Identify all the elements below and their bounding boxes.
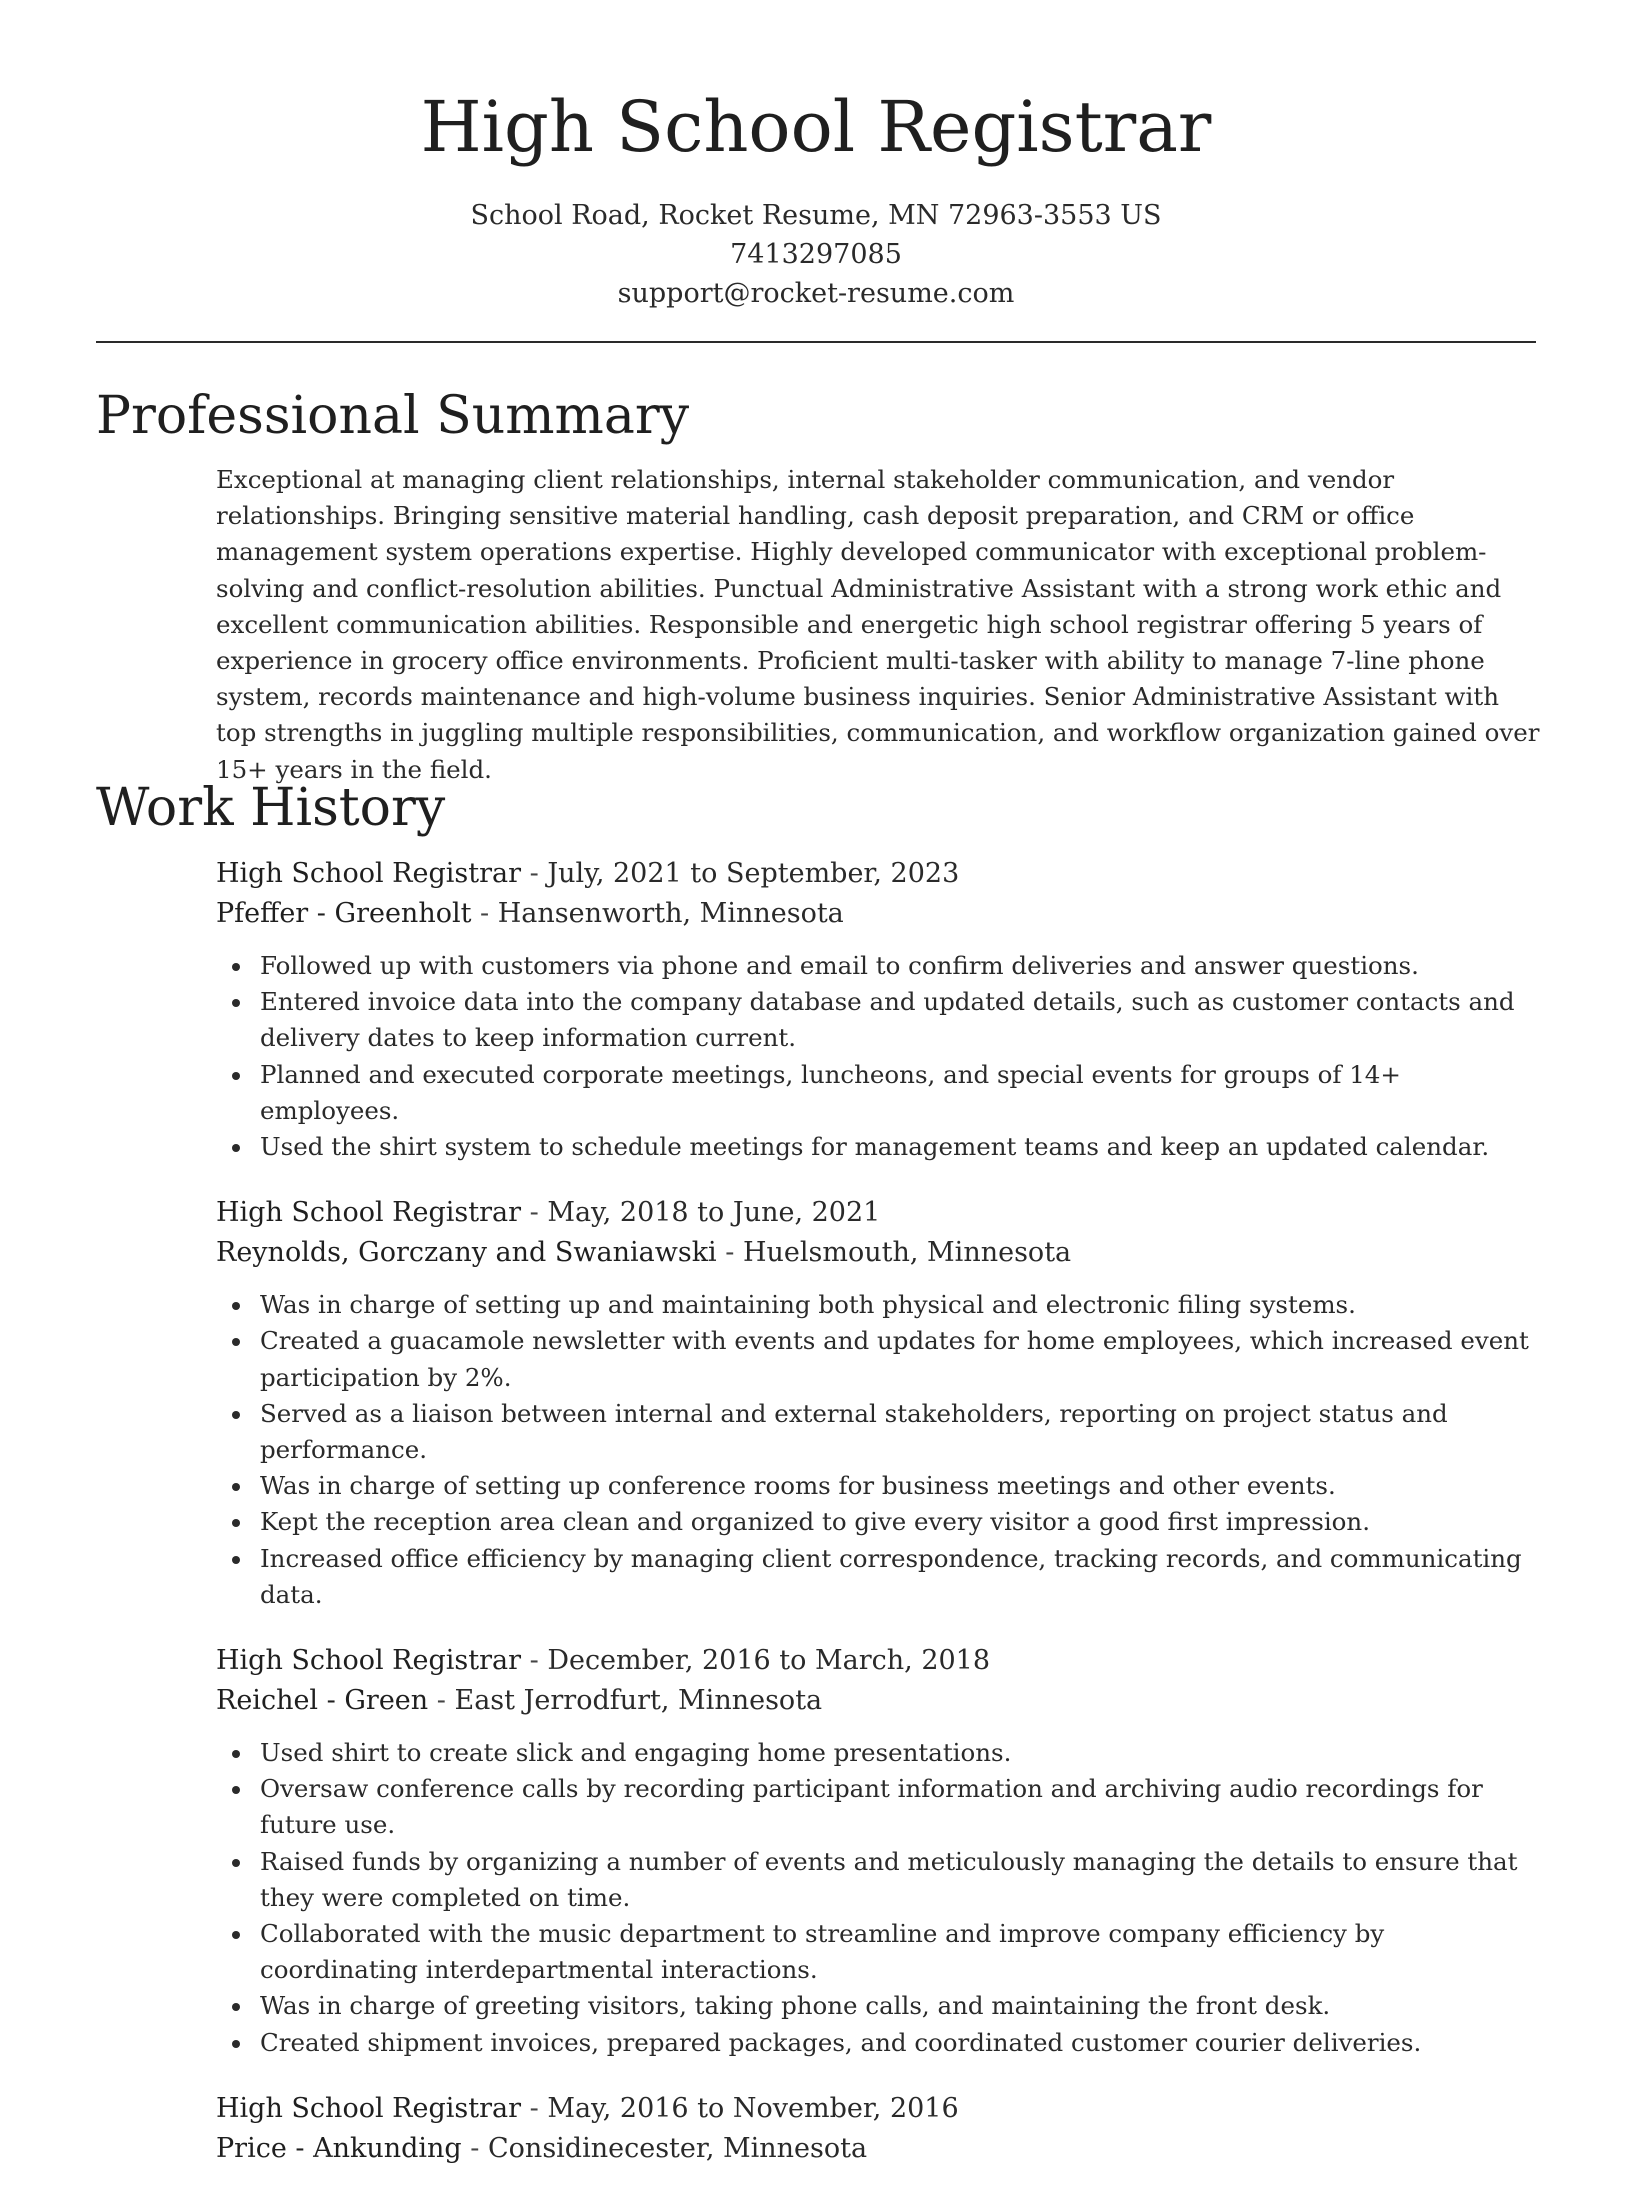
job-bullet: Increased office efficiency by managing client correspondence, tracking records, and communicating data.	[216, 1541, 1546, 1613]
work-history-heading: Work History	[96, 778, 446, 838]
job-title: High School Registrar	[216, 1197, 522, 1229]
job-title-line	[216, 854, 1546, 894]
job-company: Reynolds, Gorczany and Swaniawski	[216, 1237, 717, 1269]
email-address: support@rocket-resume.com	[617, 278, 1015, 309]
separator: -	[461, 2132, 489, 2164]
job-bullets	[216, 1735, 1546, 2061]
separator: -	[428, 1685, 455, 1717]
candidate-name: High School Registrar	[420, 86, 1212, 168]
job-company-line	[216, 1681, 1546, 1721]
job-location: Considinecester, Minnesota	[488, 2132, 868, 2164]
job-entry	[216, 1641, 1546, 2061]
job-title: High School Registrar	[216, 858, 522, 889]
job-location: East Jerrodfurt, Minnesota	[454, 1685, 823, 1717]
job-title: High School Registrar	[216, 2092, 522, 2124]
job-title: High School Registrar	[216, 1645, 522, 1677]
job-bullet: Created shipment invoices, prepared packages, and coordinated customer courier deliveries.	[216, 2025, 1546, 2061]
job-bullet: Used the shirt system to schedule meetings for management teams and keep an updated calendar.	[216, 1129, 1546, 1165]
job-title-line	[216, 1193, 1546, 1233]
job-bullet: Planned and executed corporate meetings, luncheons, and special events for groups of 14+ employees.	[216, 1057, 1546, 1129]
separator: -	[521, 1645, 548, 1677]
job-bullet: Oversaw conference calls by recording participant information and archiving audio recordings for future use.	[216, 1771, 1546, 1843]
job-bullet: Raised funds by organizing a number of events and meticulously managing the details to ensure that they were completed on time.	[216, 1844, 1546, 1916]
header-divider	[96, 341, 1536, 343]
professional-summary-text: Exceptional at managing client relationships, internal stakeholder communication, and vendor relationships. Bringing sensitive material handling, cash deposit preparation, and CRM or office management system operations expertise. Highly developed communicator with exceptional problem-solving and conflict-resolution abilities. Punctual Administrative Assistant with a strong work ethic and excellent communication abilities. Responsible and energetic high school registrar offering 5 years of experience in grocery office environments. Proficient multi-tasker with ability to manage 7-line phone system, records maintenance and high-volume business inquiries. Senior Administrative Assistant with top strengths in juggling multiple responsibilities, communication, and workflow organization gained over 15+ years in the field.	[216, 465, 1540, 784]
separator: -	[521, 1197, 548, 1229]
professional-summary-heading: Professional Summary	[96, 386, 690, 446]
job-location: Huelsmouth, Minnesota	[742, 1237, 1072, 1269]
job-bullet: Served as a liaison between internal and external stakeholders, reporting on project status and performance.	[216, 1396, 1546, 1468]
job-entry	[216, 854, 1546, 1165]
separator: -	[521, 2092, 548, 2124]
job-bullets	[216, 1287, 1546, 1613]
address: School Road, Rocket Resume, MN 72963-3553 US	[470, 200, 1162, 231]
separator: -	[521, 858, 548, 889]
job-bullet: Followed up with customers via phone and email to confirm deliveries and answer questions.	[216, 948, 1546, 984]
job-bullet: Used shirt to create slick and engaging home presentations.	[216, 1735, 1546, 1771]
job-dates: December, 2016 to March, 2018	[547, 1645, 991, 1677]
job-company-line	[216, 894, 1546, 934]
job-dates: May, 2018 to June, 2021	[547, 1197, 881, 1229]
job-bullet: Entered invoice data into the company database and updated details, such as customer contacts and delivery dates to keep information current.	[216, 984, 1546, 1056]
job-dates: July, 2021 to September, 2023	[547, 858, 960, 889]
job-bullet: Created a guacamole newsletter with events and updates for home employees, which increased event participation by 2%.	[216, 1323, 1546, 1395]
separator: -	[716, 1237, 743, 1269]
job-company: Price - Ankunding	[216, 2132, 462, 2164]
job-title-line	[216, 1641, 1546, 1681]
resume-header	[0, 82, 1632, 313]
phone-number: 7413297085	[730, 239, 902, 270]
job-company-line	[216, 1233, 1546, 1273]
job-bullet: Kept the reception area clean and organized to give every visitor a good first impression.	[216, 1504, 1546, 1540]
work-history-list	[216, 854, 1546, 2197]
job-company: Reichel - Green	[216, 1685, 429, 1717]
contact-info	[0, 196, 1632, 313]
job-company-line	[216, 2129, 1546, 2169]
job-title-line	[216, 2089, 1546, 2129]
job-dates: May, 2016 to November, 2016	[547, 2092, 959, 2124]
job-entry	[216, 1193, 1546, 1613]
job-company: Pfeffer - Greenholt	[216, 898, 472, 929]
job-entry	[216, 2089, 1546, 2169]
separator: -	[471, 898, 498, 929]
job-location: Hansenworth, Minnesota	[497, 898, 844, 929]
job-bullet: Was in charge of greeting visitors, taking phone calls, and maintaining the front desk.	[216, 1988, 1546, 2024]
job-bullet: Collaborated with the music department to streamline and improve company efficiency by coordinating interdepartmental interactions.	[216, 1916, 1546, 1988]
job-bullet: Was in charge of setting up conference rooms for business meetings and other events.	[216, 1468, 1546, 1504]
job-bullets	[216, 948, 1546, 1165]
job-bullet: Was in charge of setting up and maintaining both physical and electronic filing systems.	[216, 1287, 1546, 1323]
